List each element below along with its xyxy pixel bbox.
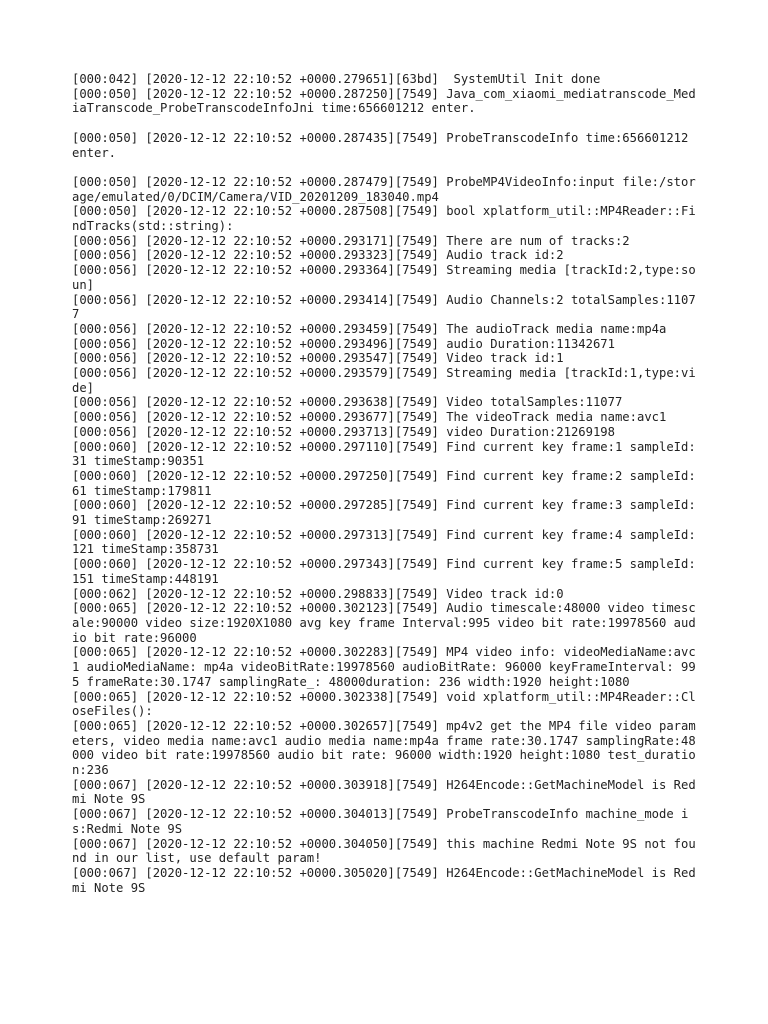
log-line: [000:056] [2020-12-12 22:10:52 +0000.293496][7549] audio Duration:11342671 bbox=[72, 336, 615, 351]
blank-line bbox=[72, 160, 696, 175]
log-line: [000:056] [2020-12-12 22:10:52 +0000.293323][7549] Audio track id:2 bbox=[72, 248, 564, 263]
log-line: [000:056] [2020-12-12 22:10:52 +0000.293364][7549] Streaming media [trackId:2,type:soun] bbox=[72, 263, 696, 292]
log-line: [000:060] [2020-12-12 22:10:52 +0000.297285][7549] Find current key frame:3 sampleId:91 timeStamp:269271 bbox=[72, 498, 696, 528]
log-line: [000:050] [2020-12-12 22:10:52 +0000.287508][7549] bool xplatform_util::MP4Reader::FindTracks(std::string): bbox=[72, 204, 696, 233]
log-line: [000:060] [2020-12-12 22:10:52 +0000.297110][7549] Find current key frame:1 sampleId:31 timeStamp:90351 bbox=[72, 439, 696, 469]
log-line: [000:060] [2020-12-12 22:10:52 +0000.297313][7549] Find current key frame:4 sampleId:121 timeStamp:358731 bbox=[72, 527, 696, 557]
log-line: [000:050] [2020-12-12 22:10:52 +0000.287250][7549] Java_com_xiaomi_mediatranscode_MediaTranscode_ProbeTranscodeInfoJni time:656601212 enter. bbox=[72, 86, 696, 116]
log-line: [000:050] [2020-12-12 22:10:52 +0000.287435][7549] ProbeTranscodeInfo time:656601212 enter. bbox=[72, 130, 704, 160]
log-line: [000:065] [2020-12-12 22:10:52 +0000.302657][7549] mp4v2 get the MP4 file video parameters, video media name:avc1 audio media name:mp4a frame rate:30.1747 samplingRate:48000 video bit rate:19978560 audio bit rate: 96000 width:1920 height:1080 test_duration:236 bbox=[72, 718, 696, 778]
log-line: [000:060] [2020-12-12 22:10:52 +0000.297343][7549] Find current key frame:5 sampleId:151 timeStamp:448191 bbox=[72, 557, 696, 586]
log-line: [000:056] [2020-12-12 22:10:52 +0000.293414][7549] Audio Channels:2 totalSamples:11077 bbox=[72, 292, 696, 322]
log-line: [000:062] [2020-12-12 22:10:52 +0000.298833][7549] Video track id:0 bbox=[72, 586, 564, 601]
log-line: [000:042] [2020-12-12 22:10:52 +0000.279651][63bd] SystemUtil Init done bbox=[72, 72, 601, 86]
log-line: [000:056] [2020-12-12 22:10:52 +0000.293459][7549] The audioTrack media name:mp4a bbox=[72, 321, 667, 336]
log-line: [000:067] [2020-12-12 22:10:52 +0000.304013][7549] ProbeTranscodeInfo machine_mode is:Redmi Note 9S bbox=[72, 807, 689, 836]
log-document bbox=[72, 72, 704, 895]
blank-line bbox=[72, 116, 696, 131]
log-line: [000:056] [2020-12-12 22:10:52 +0000.293547][7549] Video track id:1 bbox=[72, 351, 564, 366]
log-line: [000:050] [2020-12-12 22:10:52 +0000.287479][7549] ProbeMP4VideoInfo:input file:/storage/emulated/0/DCIM/Camera/VID_20201209_183040.mp4 bbox=[72, 174, 696, 204]
log-line: [000:060] [2020-12-12 22:10:52 +0000.297250][7549] Find current key frame:2 sampleId:61 timeStamp:179811 bbox=[72, 468, 696, 498]
log-line: [000:056] [2020-12-12 22:10:52 +0000.293713][7549] video Duration:21269198 bbox=[72, 424, 615, 439]
log-line: [000:065] [2020-12-12 22:10:52 +0000.302123][7549] Audio timescale:48000 video timescale:90000 video size:1920X1080 avg key frame Interval:995 video bit rate:19978560 audio bit rate:96000 bbox=[72, 601, 696, 645]
log-line: [000:056] [2020-12-12 22:10:52 +0000.293579][7549] Streaming media [trackId:1,type:vide] bbox=[72, 366, 696, 395]
log-line: [000:056] [2020-12-12 22:10:52 +0000.293638][7549] Video totalSamples:11077 bbox=[72, 395, 623, 410]
log-line: [000:065] [2020-12-12 22:10:52 +0000.302283][7549] MP4 video info: videoMediaName:avc1 audioMediaName: mp4a videoBitRate:19978560 audioBitRate: 96000 keyFrameInterval: 995 frameRate:30.1747 samplingRate_: 48000duration: 236 width:1920 height:1080 bbox=[72, 645, 696, 689]
log-line: [000:065] [2020-12-12 22:10:52 +0000.302338][7549] void xplatform_util::MP4Reader::CloseFiles(): bbox=[72, 689, 696, 719]
log-line: [000:067] [2020-12-12 22:10:52 +0000.304050][7549] this machine Redmi Note 9S not found in our list, use default param! bbox=[72, 836, 696, 866]
log-line: [000:056] [2020-12-12 22:10:52 +0000.293677][7549] The videoTrack media name:avc1 bbox=[72, 410, 667, 425]
log-line: [000:056] [2020-12-12 22:10:52 +0000.293171][7549] There are num of tracks:2 bbox=[72, 233, 630, 248]
log-line: [000:067] [2020-12-12 22:10:52 +0000.303918][7549] H264Encode::GetMachineModel is Redmi Note 9S bbox=[72, 777, 696, 807]
log-line: [000:067] [2020-12-12 22:10:52 +0000.305020][7549] H264Encode::GetMachineModel is Redmi Note 9S bbox=[72, 865, 696, 895]
